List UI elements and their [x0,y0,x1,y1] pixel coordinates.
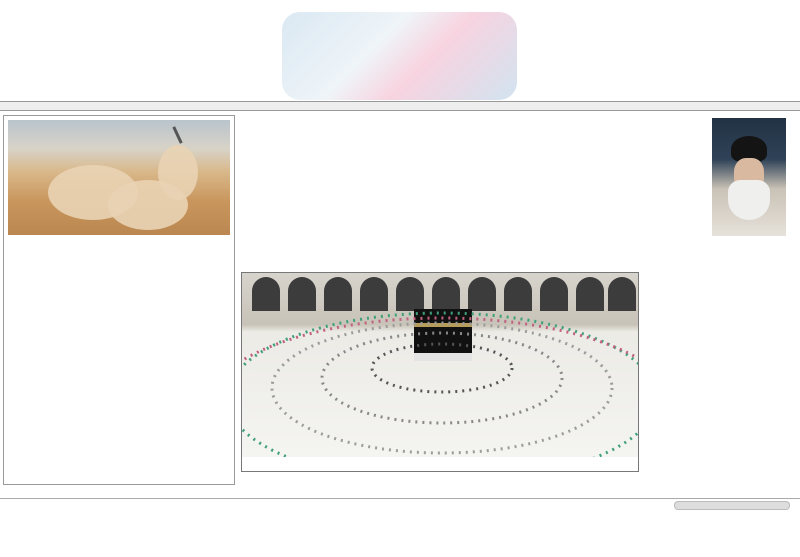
pilgrims-pattern [242,273,638,457]
newspaper-logo [290,12,520,92]
kaaba-photo-box [241,272,639,472]
section-tag [674,501,789,510]
missile-photo[interactable] [8,120,230,235]
date-line [240,101,800,111]
issue-line [0,101,240,111]
masthead [0,12,800,102]
leader-portrait [712,118,786,236]
left-column [3,115,235,485]
bottom-strip [0,498,800,557]
top-banner [0,0,800,12]
kaaba-photo[interactable] [242,273,638,457]
bottom-item[interactable] [668,501,796,512]
missile-icon [172,126,182,144]
photo-caption [242,457,638,471]
